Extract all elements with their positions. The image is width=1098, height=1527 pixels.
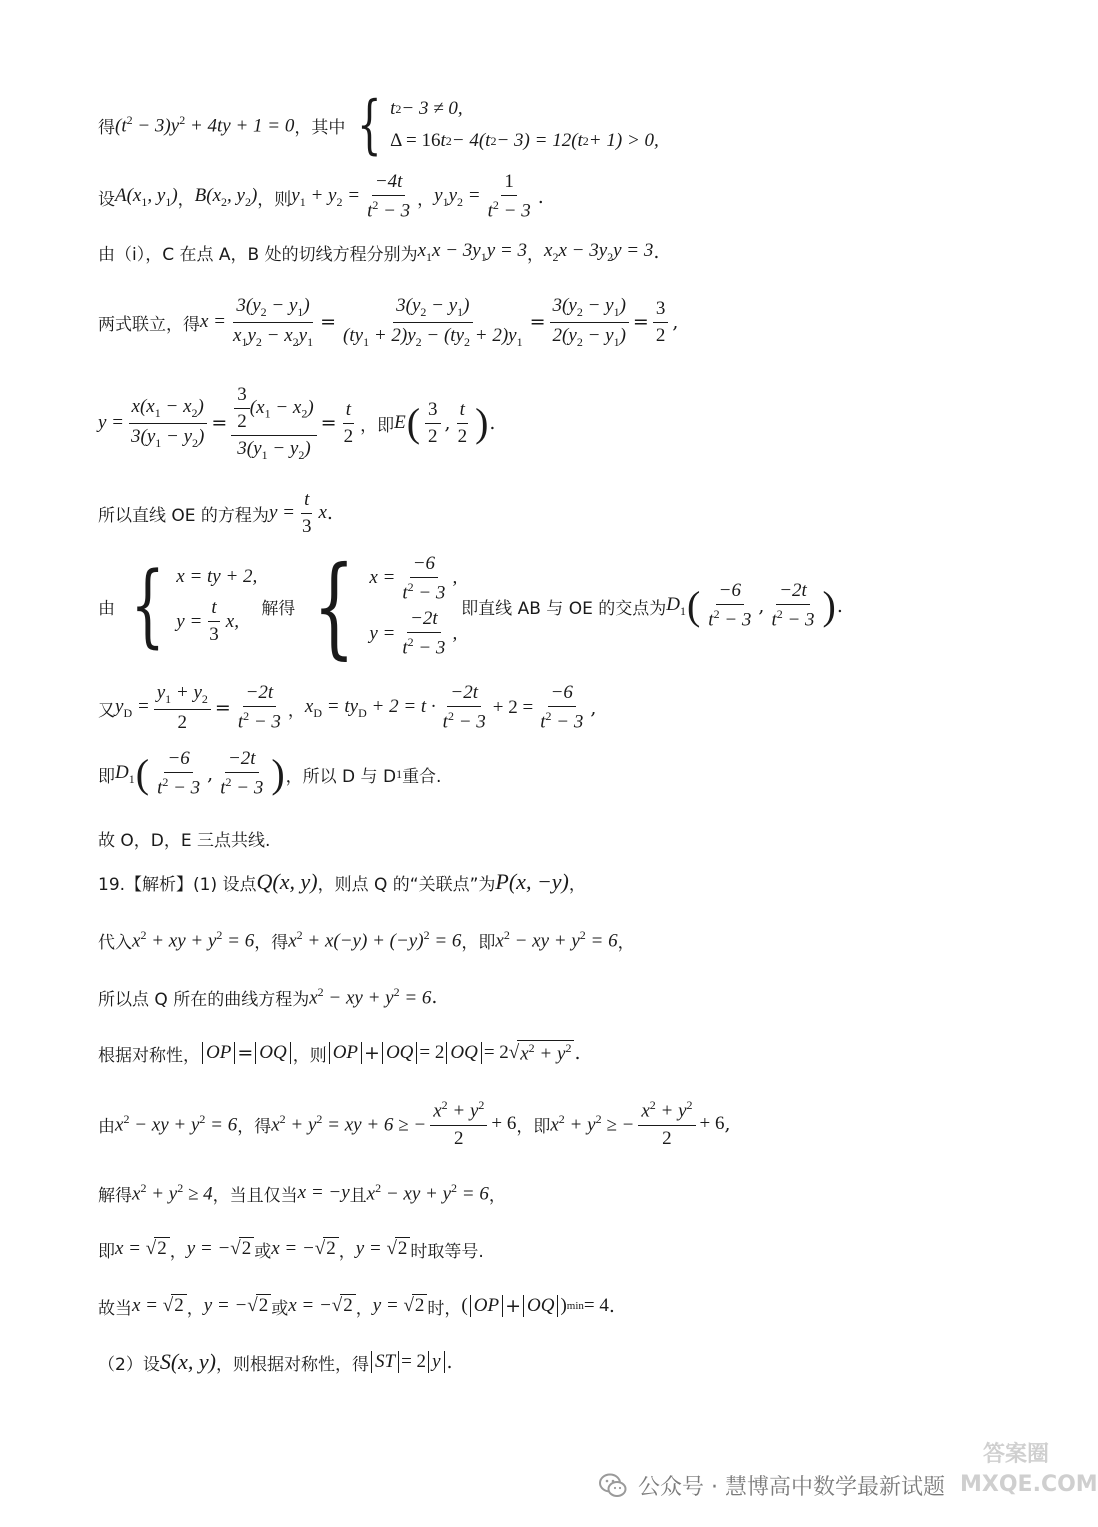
equation-line: 设 $A(x_1$, $y_1$) ， $B(x_2$, $y_2$) ，则 $y_1 + y_2$ = $\frac{-4t}{t^2 - 3}$ ， $y_1y_2$ = $\frac{1}{t^2 - 3}$ . bbox=[98, 171, 544, 222]
text: ，当且仅当 bbox=[212, 1185, 298, 1206]
equation-line: 解得 $x^2 + y^2 \ge 4$ ，当且仅当 x = −y 且 $x^2$ − xy + $y^2 = 6$ ， bbox=[98, 1180, 506, 1206]
equation-line: y = $\frac{x(x_1 - x_2)}{3(y_1 - y_2)}$ = $\frac{3}{2}$ $(x_1 - x_2)$ $3(y_1 - y_2)$ = $\frac{t}{2}$ ，即 E ( $\frac{3}{2}$ , $\frac{t}{2}$ ) . bbox=[98, 383, 496, 462]
equation-line: 由 { x = ty + 2, y = $\frac{t}{3}$ x, 解得 { x = $\frac{-6}{t^2 - 3}$ , y = $\frac{-2t}{t^2 - 3}$ , 即直线 AB 与 OE 的交点为 $D_1$ ( $\frac{-6}{t^2 - 3}$ , $\frac{-2t}{t^2 - 3}$ ) . bbox=[98, 542, 843, 670]
text: 由 bbox=[98, 1116, 115, 1137]
equation-line: 即 x = √2 ， y = −√2 或 x = −√2 ， y = √2 时取等号. bbox=[98, 1238, 484, 1262]
text: 或 bbox=[254, 1241, 272, 1262]
equation-line: 根据对称性， OP = OQ ，则 OP + OQ = 2 OQ = 2√ $x^2 + y^2$ . bbox=[98, 1041, 581, 1066]
equation-line: 所以直线 OE 的方程为 y = $\frac{t}{3}$ x . bbox=[98, 488, 333, 537]
text: 解得 bbox=[98, 1185, 132, 1206]
equation-line: 两式联立，得 x = $\frac{3(y_2 - y_1)}{x_1y_2 - x_2y_1}$ = $\frac{3(y_2 - y_1)}{(ty_1 + 2)y_2 - (ty_2 + 2)y_1}$ = $\frac{3(y_2 - y_1)}{2(y_2 - y_1)}$ = $\frac{3}{2}$ , bbox=[98, 294, 679, 349]
text: ，即 bbox=[516, 1116, 551, 1137]
equation-line: 即 $D_1$ ( $\frac{-6}{t^2 - 3}$ , $\frac{-2t}{t^2 - 3}$ ) ，所以 D 与 D 1 重合. bbox=[98, 748, 442, 799]
equation-system: { x = $\frac{-6}{t^2 - 3}$ , y = $\frac{-2t}{t^2 - 3}$ , bbox=[313, 542, 458, 670]
text: 故当 bbox=[98, 1298, 132, 1319]
equation-line bbox=[98, 824, 1040, 852]
text: （2）设 bbox=[98, 1354, 160, 1375]
text: 19.【解析】(1) 设点 bbox=[98, 874, 257, 895]
equation-system: { t 2 − 3 ≠ 0, Δ = 16 t 2 − 4(t 2 − 3) = 12(t 2 + 1) > 0, bbox=[357, 88, 659, 162]
equation-line: （2）设 S(x, y) ，则根据对称性，得 ST = 2 y . bbox=[98, 1349, 453, 1375]
text: ，则点 Q 的“关联点”为 bbox=[317, 874, 496, 895]
text: 即 bbox=[98, 1241, 115, 1262]
text: ，即 bbox=[360, 415, 395, 436]
text: 或 bbox=[271, 1298, 289, 1319]
wechat-icon bbox=[598, 1471, 628, 1501]
equation-line: 19.【解析】(1) 设点 Q(x, y) ，则点 Q 的“关联点”为 P(x, −y) ， bbox=[98, 869, 586, 895]
equation-line: 代入 $x^2$ + xy + $y^2 = 6$ ，得 $x^2 + x(-y) + (-y)^2 = 6$ ，即 $x^2$ − xy + $y^2 = 6$ ， bbox=[98, 927, 635, 953]
equation-line: 由 $x^2$ − xy + $y^2 = 6$ ，得 $x^2 + y^2$ = xy + 6 ≥ − $\frac{x^2 + y^2}{2}$ + 6 ，即 $x^2 + y^2$ ≥ − $\frac{x^2 + y^2}{2}$ + 6 , bbox=[98, 1098, 731, 1149]
equation-line: 所以点 Q 所在的曲线方程为 $x^2$ − xy + $y^2 = 6$ . bbox=[98, 984, 438, 1010]
text: ，则根据对称性，得 bbox=[216, 1354, 370, 1375]
text: 且 bbox=[349, 1185, 367, 1206]
equation-line: 得 $(t^2 - 3)y^2 + 4ty + 1 = 0$ ，其中 { t 2 − 3 ≠ 0, Δ = 16 t 2 − 4(t 2 − 3) = 12(t 2 + 1) > 0, bbox=[98, 88, 659, 162]
text: 设 bbox=[98, 189, 115, 210]
text: ，则 bbox=[292, 1045, 327, 1066]
text: 由（ⅰ），C 在点 A，B 处的切线方程分别为 bbox=[98, 244, 418, 265]
equation-line: 由（ⅰ），C 在点 A，B 处的切线方程分别为 $x_1x - 3y_1y = 3$ ， $x_2x - 3y_2y = 3$ . bbox=[98, 239, 660, 265]
text: 代入 bbox=[98, 932, 132, 953]
text: 时， bbox=[427, 1298, 462, 1319]
text: ，得 bbox=[237, 1116, 272, 1137]
footer-attribution bbox=[598, 1470, 945, 1501]
text: ，其中 bbox=[294, 117, 346, 138]
text: ，即 bbox=[461, 932, 496, 953]
text: 由 bbox=[98, 598, 115, 619]
text: 即 bbox=[98, 766, 115, 787]
text: 解得 bbox=[261, 598, 296, 619]
text: 根据对称性， bbox=[98, 1045, 200, 1066]
footer-text: 公众号 · 慧博高中数学最新试题 bbox=[638, 1475, 945, 1500]
text: 得 bbox=[98, 117, 115, 138]
equation-line: 故当 x = √2 ， y = −√2 或 x = −√2 ， y = √2 时， ( OP + OQ ) min = 4 . bbox=[98, 1295, 615, 1319]
text: 又 bbox=[98, 700, 115, 721]
text: ，所以 D 与 D bbox=[285, 766, 397, 787]
text: 所以点 Q 所在的曲线方程为 bbox=[98, 989, 310, 1010]
text: ，得 bbox=[254, 932, 289, 953]
text: 所以直线 OE 的方程为 bbox=[98, 505, 269, 526]
text: 故 O，D，E 三点共线. bbox=[98, 830, 271, 851]
text: 时取等号. bbox=[410, 1241, 484, 1262]
equation-system: { x = ty + 2, y = $\frac{t}{3}$ x, bbox=[130, 553, 258, 658]
text: ，则 bbox=[257, 189, 292, 210]
text: 重合. bbox=[402, 766, 442, 787]
text: 两式联立，得 bbox=[98, 314, 200, 335]
equation-line: 又 $y_D$ = $\frac{y_1 + y_2}{2}$ = $\frac{-2t}{t^2 - 3}$ ， $x_D = ty_D + 2 = t$ · $\frac{-2t}{t^2 - 3}$ + 2 = $\frac{-6}{t^2 - 3}$ , bbox=[98, 682, 597, 733]
watermark-logo: 答案圈 MXQE.COM bbox=[960, 1442, 1098, 1497]
text: 即直线 AB 与 OE 的交点为 bbox=[461, 598, 667, 619]
